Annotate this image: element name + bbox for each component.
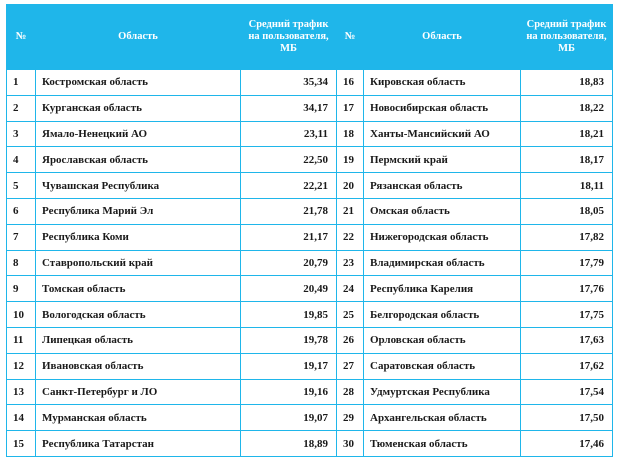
header-region-left: Область xyxy=(36,5,241,70)
row-num-right: 21 xyxy=(337,198,364,224)
row-traffic-left: 20,79 xyxy=(241,250,337,276)
row-traffic-left: 23,11 xyxy=(241,121,337,147)
table-row xyxy=(7,224,613,250)
row-traffic-left: 19,78 xyxy=(241,327,337,353)
table-row xyxy=(7,302,613,328)
row-num-left: 13 xyxy=(7,379,36,405)
row-traffic-left: 19,16 xyxy=(241,379,337,405)
row-traffic-right: 17,46 xyxy=(521,431,613,457)
row-num-right: 19 xyxy=(337,147,364,173)
row-num-right: 23 xyxy=(337,250,364,276)
row-region-right: Рязанская область xyxy=(364,173,521,199)
table-row xyxy=(7,431,613,457)
row-num-right: 25 xyxy=(337,302,364,328)
table-row xyxy=(7,173,613,199)
row-traffic-left: 34,17 xyxy=(241,95,337,121)
row-traffic-right: 18,21 xyxy=(521,121,613,147)
row-region-right: Ханты-Мансийский АО xyxy=(364,121,521,147)
row-num-right: 20 xyxy=(337,173,364,199)
header-traffic-left: Средний трафик на пользователя, МБ xyxy=(241,5,337,70)
row-region-left: Ставропольский край xyxy=(36,250,241,276)
row-num-left: 5 xyxy=(7,173,36,199)
row-traffic-left: 18,89 xyxy=(241,431,337,457)
header-traffic-right: Средний трафик на пользователя, МБ xyxy=(521,5,613,70)
row-traffic-left: 20,49 xyxy=(241,276,337,302)
row-num-left: 10 xyxy=(7,302,36,328)
row-num-left: 4 xyxy=(7,147,36,173)
row-region-right: Белгородская область xyxy=(364,302,521,328)
table-row xyxy=(7,250,613,276)
row-num-left: 7 xyxy=(7,224,36,250)
table-row xyxy=(7,379,613,405)
row-num-left: 1 xyxy=(7,70,36,96)
row-region-left: Ивановская область xyxy=(36,353,241,379)
row-traffic-left: 35,34 xyxy=(241,70,337,96)
row-traffic-right: 18,17 xyxy=(521,147,613,173)
row-traffic-right: 18,05 xyxy=(521,198,613,224)
row-num-left: 2 xyxy=(7,95,36,121)
traffic-table xyxy=(6,4,613,457)
row-region-left: Липецкая область xyxy=(36,327,241,353)
table-header-row xyxy=(7,5,613,70)
table-row xyxy=(7,276,613,302)
row-traffic-right: 17,54 xyxy=(521,379,613,405)
table-row xyxy=(7,198,613,224)
table-body xyxy=(7,70,613,457)
row-region-left: Мурманская область xyxy=(36,405,241,431)
row-num-right: 29 xyxy=(337,405,364,431)
row-region-left: Ярославская область xyxy=(36,147,241,173)
header-region-right: Область xyxy=(364,5,521,70)
row-num-left: 3 xyxy=(7,121,36,147)
row-num-left: 14 xyxy=(7,405,36,431)
row-region-right: Удмуртская Республика xyxy=(364,379,521,405)
row-region-right: Орловская область xyxy=(364,327,521,353)
row-traffic-left: 19,07 xyxy=(241,405,337,431)
row-region-left: Костромская область xyxy=(36,70,241,96)
header-num-right: № xyxy=(337,5,364,70)
row-num-left: 8 xyxy=(7,250,36,276)
row-region-right: Республика Карелия xyxy=(364,276,521,302)
row-num-left: 15 xyxy=(7,431,36,457)
row-num-right: 27 xyxy=(337,353,364,379)
row-traffic-left: 21,17 xyxy=(241,224,337,250)
row-traffic-right: 17,62 xyxy=(521,353,613,379)
row-region-left: Ямало-Ненецкий АО xyxy=(36,121,241,147)
row-region-left: Республика Марий Эл xyxy=(36,198,241,224)
row-region-left: Томская область xyxy=(36,276,241,302)
row-region-left: Санкт-Петербург и ЛО xyxy=(36,379,241,405)
row-num-left: 12 xyxy=(7,353,36,379)
row-region-left: Республика Татарстан xyxy=(36,431,241,457)
row-traffic-right: 18,22 xyxy=(521,95,613,121)
row-num-right: 18 xyxy=(337,121,364,147)
row-region-right: Владимирская область xyxy=(364,250,521,276)
row-traffic-right: 18,11 xyxy=(521,173,613,199)
row-num-right: 16 xyxy=(337,70,364,96)
row-region-right: Тюменская область xyxy=(364,431,521,457)
row-traffic-right: 18,83 xyxy=(521,70,613,96)
row-traffic-right: 17,75 xyxy=(521,302,613,328)
row-region-right: Нижегородская область xyxy=(364,224,521,250)
row-traffic-left: 22,21 xyxy=(241,173,337,199)
row-num-right: 28 xyxy=(337,379,364,405)
table-row xyxy=(7,147,613,173)
row-region-right: Архангельская область xyxy=(364,405,521,431)
row-traffic-left: 19,17 xyxy=(241,353,337,379)
row-num-left: 9 xyxy=(7,276,36,302)
row-num-right: 17 xyxy=(337,95,364,121)
row-region-right: Саратовская область xyxy=(364,353,521,379)
row-traffic-right: 17,63 xyxy=(521,327,613,353)
row-traffic-left: 22,50 xyxy=(241,147,337,173)
row-traffic-right: 17,50 xyxy=(521,405,613,431)
header-num-left: № xyxy=(7,5,36,70)
row-traffic-right: 17,79 xyxy=(521,250,613,276)
table-row xyxy=(7,70,613,96)
row-traffic-left: 21,78 xyxy=(241,198,337,224)
row-traffic-left: 19,85 xyxy=(241,302,337,328)
row-traffic-right: 17,82 xyxy=(521,224,613,250)
row-region-right: Кировская область xyxy=(364,70,521,96)
row-num-right: 30 xyxy=(337,431,364,457)
row-num-left: 11 xyxy=(7,327,36,353)
row-region-right: Омская область xyxy=(364,198,521,224)
row-num-right: 24 xyxy=(337,276,364,302)
row-num-right: 26 xyxy=(337,327,364,353)
row-region-left: Курганская область xyxy=(36,95,241,121)
row-region-left: Чувашская Республика xyxy=(36,173,241,199)
row-traffic-right: 17,76 xyxy=(521,276,613,302)
row-region-right: Новосибирская область xyxy=(364,95,521,121)
table-row xyxy=(7,405,613,431)
table-row xyxy=(7,327,613,353)
row-region-left: Республика Коми xyxy=(36,224,241,250)
row-region-right: Пермский край xyxy=(364,147,521,173)
row-num-left: 6 xyxy=(7,198,36,224)
table-row xyxy=(7,121,613,147)
table-row xyxy=(7,353,613,379)
table-row xyxy=(7,95,613,121)
row-region-left: Вологодская область xyxy=(36,302,241,328)
row-num-right: 22 xyxy=(337,224,364,250)
